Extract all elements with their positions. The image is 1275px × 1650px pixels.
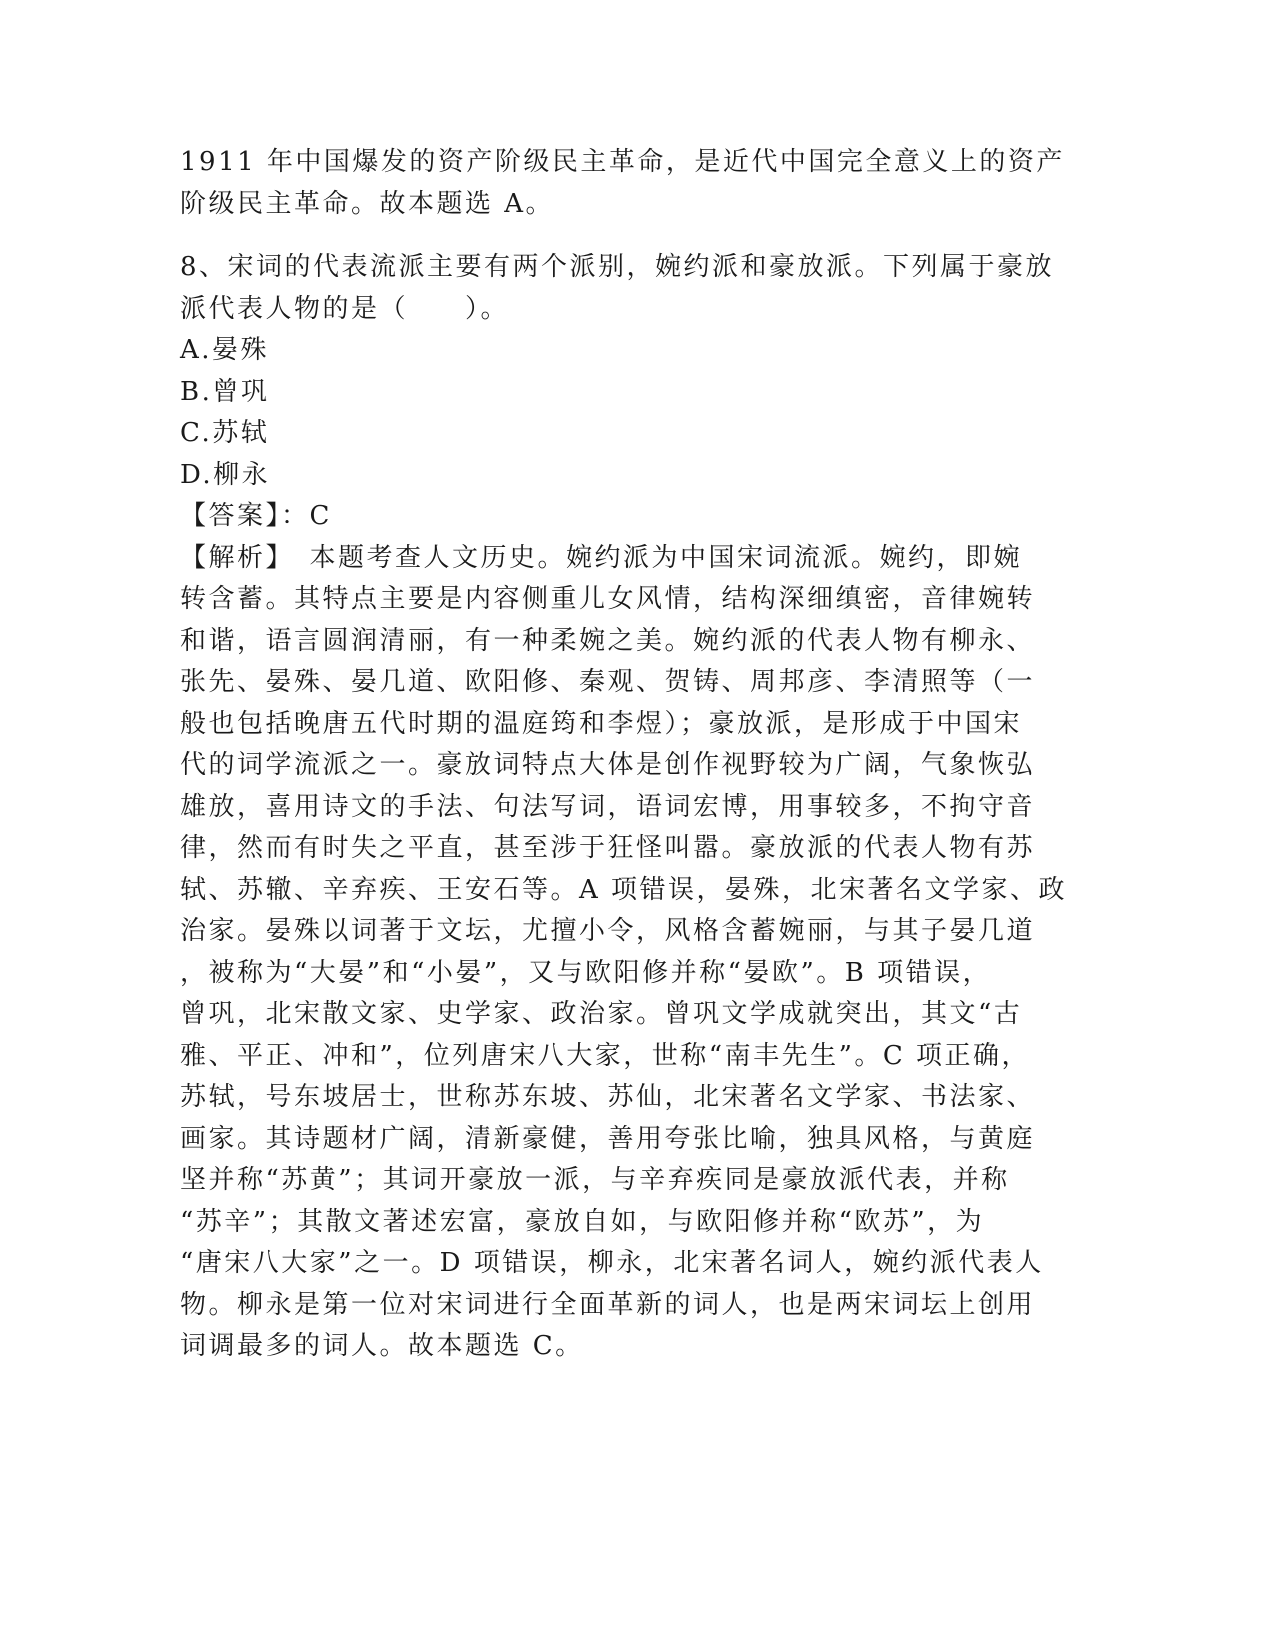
answer-line: 【答案】：C [180, 501, 332, 531]
analysis-line: 张先、晏殊、晏几道、欧阳修、秦观、贺铸、周邦彦、李清照等（一 [180, 667, 1036, 697]
question-8 [180, 247, 1068, 1368]
option-a: A.晏殊 [180, 335, 270, 365]
analysis-line: 物。柳永是第一位对宋词进行全面革新的词人，也是两宋词坛上创用 [180, 1289, 1036, 1320]
analysis-block [180, 538, 1068, 1368]
analysis-line: “唐宋八大家”之一。D 项错误，柳永，北宋著名词人，婉约派代表人 [180, 1248, 1044, 1278]
previous-explanation [180, 142, 1065, 225]
analysis-line: 代的词学流派之一。豪放词特点大体是创作视野较为广阔，气象恢弘 [180, 750, 1036, 780]
analysis-line: 律，然而有时失之平直，甚至涉于狂怪叫嚣。豪放派的代表人物有苏 [180, 833, 1036, 863]
analysis-line: ，被称为“大晏”和“小晏”，又与欧阳修并称“晏欧”。B 项错误， [180, 957, 992, 988]
option-c: C.苏轼 [180, 418, 270, 448]
question-stem-line: 8、宋词的代表流派主要有两个派别，婉约派和豪放派。下列属于豪放 [180, 252, 1055, 282]
paragraph-gap [180, 225, 1040, 247]
analysis-line: 和谐，语言圆润清丽，有一种柔婉之美。婉约派的代表人物有柳永、 [180, 625, 1036, 656]
analysis-line: 苏轼，号东坡居士，世称苏东坡、苏仙，北宋著名文学家、书法家、 [180, 1082, 1036, 1112]
analysis-line: 雅、平正、冲和”，位列唐宋八大家，世称“南丰先生”。C 项正确， [180, 1040, 1031, 1071]
analysis-line: 词调最多的词人。故本题选 C。 [180, 1331, 584, 1361]
analysis-line: 曾巩，北宋散文家、史学家、政治家。曾巩文学成就突出，其文“古 [180, 999, 1023, 1029]
analysis-line: 雄放，喜用诗文的手法、句法写词，语词宏博，用事较多，不拘守音 [180, 791, 1036, 822]
analysis-line: 般也包括晚唐五代时期的温庭筠和李煜）；豪放派，是形成于中国宋 [180, 708, 1023, 739]
option-d: D.柳永 [180, 459, 271, 490]
explanation-line: 阶级民主革命。故本题选 A。 [180, 188, 555, 219]
analysis-line: 坚并称“苏黄”；其词开豪放一派，与辛弃疾同是豪放派代表，并称 [180, 1165, 1010, 1195]
question-stem-line: 派代表人物的是（ ）。 [180, 293, 510, 324]
option-b: B.曾巩 [180, 376, 270, 407]
document-page [180, 142, 1068, 1368]
analysis-line: 【解析】 本题考查人文历史。婉约派为中国宋词流派。婉约，即婉 [180, 542, 1023, 573]
analysis-line: “苏辛”；其散文著述宏富，豪放自如，与欧阳修并称“欧苏”，为 [180, 1206, 985, 1237]
analysis-line: 轼、苏辙、辛弃疾、王安石等。A 项错误，晏殊，北宋著名文学家、政 [180, 874, 1068, 905]
explanation-line: 1911 年中国爆发的资产阶级民主革命，是近代中国完全意义上的资产 [180, 147, 1065, 177]
analysis-line: 治家。晏殊以词著于文坛，尤擅小令，风格含蓄婉丽，与其子晏几道 [180, 916, 1036, 946]
analysis-line: 转含蓄。其特点主要是内容侧重儿女风情，结构深细缜密，音律婉转 [180, 584, 1036, 614]
analysis-line: 画家。其诗题材广阔，清新豪健，善用夸张比喻，独具风格，与黄庭 [180, 1123, 1036, 1154]
